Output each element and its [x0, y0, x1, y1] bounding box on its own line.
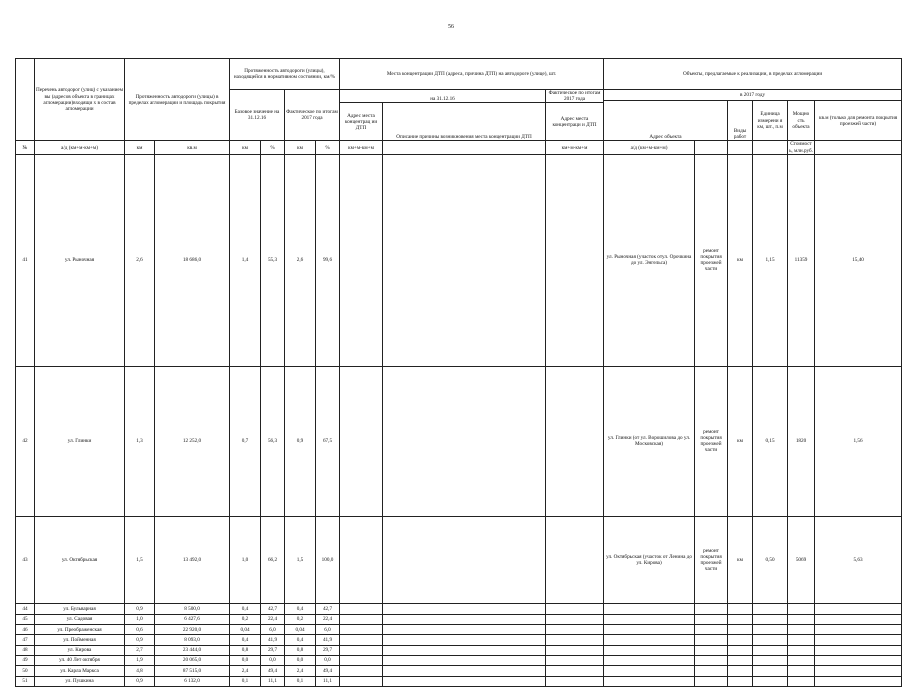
row-base-pct: 55,3 [261, 154, 285, 366]
row-name: ул. Карла Маркса [35, 666, 125, 676]
row-area: 13 492,0 [155, 516, 230, 604]
row-act-pct: 42,7 [316, 604, 340, 614]
header-road-length: Протяженность автодороги (улицы) в пределах агломерации и площадь покрытия [125, 59, 230, 141]
row-name: ул. 40 Лет октября [35, 655, 125, 665]
empty-cell [546, 655, 604, 665]
empty-cell [728, 645, 753, 655]
row-dtp-addr1 [340, 366, 383, 516]
empty-cell [546, 614, 604, 624]
empty-cell [340, 604, 383, 614]
row-name: ул. Бульварная [35, 604, 125, 614]
row-base-km: 0,1 [230, 676, 261, 686]
row-obj-addr: ул. Октябрьская (участок от Ленина до ул. Кирова) [604, 516, 695, 604]
empty-cell [788, 604, 815, 614]
row-act-pct: 0,0 [316, 655, 340, 665]
row-area: 87 515,0 [155, 666, 230, 676]
row-area: 22 920,0 [155, 625, 230, 635]
header-actual: Фактическое по итогам 2017 года [285, 90, 340, 141]
row-act-km: 0,8 [285, 645, 316, 655]
row-dtp-addr1 [340, 516, 383, 604]
table-row [16, 666, 902, 676]
empty-cell [815, 604, 902, 614]
row-work: ремонт покрытия проезжей части [695, 516, 728, 604]
row-num: 49 [16, 655, 35, 665]
roads-table [15, 58, 902, 687]
row-len: 1,9 [125, 655, 155, 665]
row-base-km: 0,04 [230, 625, 261, 635]
row-base-km: 0,7 [230, 366, 261, 516]
unit-blank [753, 141, 788, 154]
row-act-km: 0,04 [285, 625, 316, 635]
row-name: ул. Рыночная [35, 154, 125, 366]
unit-dtp-blank [383, 141, 546, 154]
empty-cell [788, 676, 815, 686]
unit-km: км [125, 141, 155, 154]
row-name: ул. Пушкина [35, 676, 125, 686]
unit-kvm: кв.м [155, 141, 230, 154]
row-base-km: 0,0 [230, 655, 261, 665]
row-base-pct: 56,3 [261, 366, 285, 516]
row-act-pct: 100,0 [316, 516, 340, 604]
row-len: 4,8 [125, 666, 155, 676]
empty-cell [383, 655, 546, 665]
empty-cell [753, 655, 788, 665]
row-num: 46 [16, 625, 35, 635]
empty-cell [815, 655, 902, 665]
empty-cell [340, 676, 383, 686]
empty-cell [695, 666, 728, 676]
row-base-pct: 11,1 [261, 676, 285, 686]
empty-cell [728, 614, 753, 624]
row-area: 23 444,0 [155, 645, 230, 655]
table-row [16, 676, 902, 686]
empty-cell [728, 655, 753, 665]
empty-cell [546, 666, 604, 676]
header-dtp-addr2: Адрес места концентраци и ДТП [546, 103, 604, 141]
empty-cell [728, 604, 753, 614]
row-base-pct: 49,4 [261, 666, 285, 676]
header-dtp: Места концентрации ДТП (адреса, причина ДТП) на автодороге (улице), шт. [340, 59, 604, 90]
empty-cell [728, 676, 753, 686]
header-work-type: Виды работ [728, 101, 753, 141]
row-name: ул. Октябрьская [35, 516, 125, 604]
empty-cell [546, 645, 604, 655]
row-act-km: 2,4 [285, 666, 316, 676]
row-work: ремонт покрытия проезжей части [695, 366, 728, 516]
row-len: 0,9 [125, 676, 155, 686]
row-act-km: 0,2 [285, 614, 316, 624]
row-unit: км [728, 154, 753, 366]
row-base-pct: 6,0 [261, 625, 285, 635]
row-act-pct: 22,4 [316, 614, 340, 624]
row-num: 44 [16, 604, 35, 614]
empty-cell [383, 625, 546, 635]
row-len: 0,6 [125, 625, 155, 635]
row-work: ремонт покрытия проезжей части [695, 154, 728, 366]
row-name: ул. Кирова [35, 645, 125, 655]
row-unit: км [728, 366, 753, 516]
row-act-pct: 6,0 [316, 625, 340, 635]
row-area: 6 132,0 [155, 676, 230, 686]
row-base-pct: 22,4 [261, 614, 285, 624]
empty-cell [788, 666, 815, 676]
row-area: 6 427,6 [155, 614, 230, 624]
empty-cell [753, 645, 788, 655]
header-dtp-actual: Фактическое по итогам 2017 года [546, 90, 604, 103]
row-act-pct: 41,9 [316, 635, 340, 645]
row-dtp-addr1 [340, 154, 383, 366]
empty-cell [340, 625, 383, 635]
empty-cell [815, 666, 902, 676]
unit-pct2: % [316, 141, 340, 154]
empty-cell [695, 625, 728, 635]
empty-cell [546, 625, 604, 635]
empty-cell [788, 625, 815, 635]
row-cap: 0,15 [753, 366, 788, 516]
row-num: 43 [16, 516, 35, 604]
row-act-km: 0,4 [285, 635, 316, 645]
empty-cell [815, 676, 902, 686]
header-num-blank [16, 59, 35, 141]
row-area: 18 686,0 [155, 154, 230, 366]
row-len: 0,9 [125, 635, 155, 645]
empty-cell [604, 604, 695, 614]
table-row [16, 645, 902, 655]
empty-cell [788, 614, 815, 624]
row-act-km: 0,9 [285, 366, 316, 516]
row-obj-addr: ул. Рыночная (участок отул. Орочкина до ул. Энгельса) [604, 154, 695, 366]
row-act-km: 1,5 [285, 516, 316, 604]
row-len: 0,9 [125, 604, 155, 614]
empty-cell [383, 614, 546, 624]
unit-cost: Стоимост ь, млн.руб. [789, 141, 813, 154]
empty-cell [753, 625, 788, 635]
table-row [16, 655, 902, 665]
row-num: 47 [16, 635, 35, 645]
row-act-pct: 29,7 [316, 645, 340, 655]
empty-cell [546, 676, 604, 686]
row-num: 41 [16, 154, 35, 366]
row-num: 48 [16, 645, 35, 655]
header-dtp-desc: Описание причины возникновения места концентрации ДТП [383, 103, 546, 141]
empty-cell [728, 666, 753, 676]
empty-cell [695, 655, 728, 665]
table-row [16, 154, 902, 366]
row-cap: 1,15 [753, 154, 788, 366]
row-unit: км [728, 516, 753, 604]
row-base-km: 2,4 [230, 666, 261, 676]
row-len: 1,3 [125, 366, 155, 516]
row-area: 8 500,0 [155, 604, 230, 614]
header-length-normative: Протяженность автодороги (улицы), находящейся в нормативном состоянии, км/% [230, 59, 340, 90]
row-len: 2,7 [125, 645, 155, 655]
row-base-km: 0,4 [230, 635, 261, 645]
header-dtp-date: на 31.12.16 [340, 90, 546, 103]
row-cost: 1,56 [815, 366, 902, 516]
empty-cell [604, 614, 695, 624]
row-len: 1,5 [125, 516, 155, 604]
row-base-pct: 42,7 [261, 604, 285, 614]
row-name: ул. Преображенская [35, 625, 125, 635]
row-sqm: 5069 [788, 516, 815, 604]
row-cap: 0,50 [753, 516, 788, 604]
empty-cell [383, 666, 546, 676]
row-num: 51 [16, 676, 35, 686]
table-row [16, 614, 902, 624]
unit-km2: км [285, 141, 316, 154]
row-act-km: 2,6 [285, 154, 316, 366]
unit-obj: а/д (км+м-км+м) [604, 141, 695, 154]
empty-cell [695, 645, 728, 655]
row-base-km: 0,2 [230, 614, 261, 624]
empty-cell [340, 666, 383, 676]
row-dtp-desc [383, 154, 546, 366]
row-act-km: 0,4 [285, 604, 316, 614]
unit-km1: км [230, 141, 261, 154]
row-num: 42 [16, 366, 35, 516]
empty-cell [604, 645, 695, 655]
row-base-pct: 66,2 [261, 516, 285, 604]
row-act-pct: 49,4 [316, 666, 340, 676]
header-road-list: Перечень автодорог (улиц) с указанием вы (адресов объекта в границах агломерации)входящи х в состав агломерации [35, 59, 125, 141]
empty-cell [604, 676, 695, 686]
row-dtp-desc [383, 516, 546, 604]
row-num: 50 [16, 666, 35, 676]
empty-cell [604, 655, 695, 665]
unit-blank [728, 141, 753, 154]
unit-pct1: % [261, 141, 285, 154]
row-name: ул. Садовая [35, 614, 125, 624]
row-dtp-addr2 [546, 516, 604, 604]
unit-dtp1: км+м-км+м [340, 141, 383, 154]
empty-cell [383, 645, 546, 655]
empty-cell [788, 655, 815, 665]
unit-blank [815, 141, 902, 154]
row-base-pct: 0,0 [261, 655, 285, 665]
header-unit: Единица измерени я км, шт., п.м [753, 101, 788, 141]
empty-cell [753, 676, 788, 686]
row-len: 1,0 [125, 614, 155, 624]
empty-cell [815, 614, 902, 624]
header-obj-addr: Адрес объекта [604, 101, 728, 141]
row-base-pct: 29,7 [261, 645, 285, 655]
empty-cell [815, 645, 902, 655]
row-act-km: 0,0 [285, 655, 316, 665]
header-base: Базовое значение на 31.12.16 [230, 90, 285, 141]
empty-cell [383, 676, 546, 686]
row-area: 20 065,0 [155, 655, 230, 665]
row-base-km: 0,4 [230, 604, 261, 614]
table-row [16, 604, 902, 614]
empty-cell [815, 625, 902, 635]
empty-cell [788, 645, 815, 655]
row-name: ул. Глинки [35, 366, 125, 516]
row-act-pct: 67,5 [316, 366, 340, 516]
empty-cell [695, 614, 728, 624]
row-name: ул. Пойменная [35, 635, 125, 645]
row-dtp-addr2 [546, 154, 604, 366]
row-cost: 15,40 [815, 154, 902, 366]
header-area: кв.м (только для ремонта покрытия проезжей части) [815, 101, 902, 141]
row-base-km: 0,8 [230, 645, 261, 655]
empty-cell [340, 645, 383, 655]
header-capacity: Мощно сть объекта [788, 101, 815, 141]
unit-dtp2: км+м-км+м [546, 141, 604, 154]
row-act-pct: 11,1 [316, 676, 340, 686]
empty-cell [604, 625, 695, 635]
row-act-km: 0,1 [285, 676, 316, 686]
empty-cell [753, 604, 788, 614]
table-row [16, 625, 902, 635]
empty-cell [546, 604, 604, 614]
row-base-pct: 41,9 [261, 635, 285, 645]
empty-cell [340, 614, 383, 624]
empty-cell [753, 666, 788, 676]
row-num: 45 [16, 614, 35, 624]
row-base-km: 1,4 [230, 154, 261, 366]
row-dtp-desc [383, 366, 546, 516]
empty-cell [383, 604, 546, 614]
empty-cell [340, 655, 383, 665]
row-area: 12 252,0 [155, 366, 230, 516]
unit-road: а/д (км+м-км+м) [35, 141, 125, 154]
empty-cell [695, 604, 728, 614]
row-obj-addr: ул. Глинки (от ул. Ворошилова до ул. Московская) [604, 366, 695, 516]
row-dtp-addr2 [546, 366, 604, 516]
row-base-km: 1,0 [230, 516, 261, 604]
empty-cell [695, 676, 728, 686]
empty-cell [753, 614, 788, 624]
empty-cell [604, 666, 695, 676]
empty-cell [728, 625, 753, 635]
row-sqm: 11359 [788, 154, 815, 366]
unit-num: № [16, 141, 35, 154]
header-objects: Объекты, предлагаемые к реализации, в пределах агломерации [604, 59, 902, 90]
table-row [16, 366, 902, 516]
row-len: 2,6 [125, 154, 155, 366]
row-act-pct: 99,6 [316, 154, 340, 366]
row-area: 8 093,0 [155, 635, 230, 645]
page-number: 56 [448, 24, 454, 30]
header-year: в 2017 году [604, 90, 902, 101]
row-sqm: 1820 [788, 366, 815, 516]
table-row [16, 516, 902, 604]
unit-blank [695, 141, 728, 154]
header-dtp-addr1: Адрес места концентрац ии ДТП [340, 103, 383, 141]
row-cost: 5,63 [815, 516, 902, 604]
